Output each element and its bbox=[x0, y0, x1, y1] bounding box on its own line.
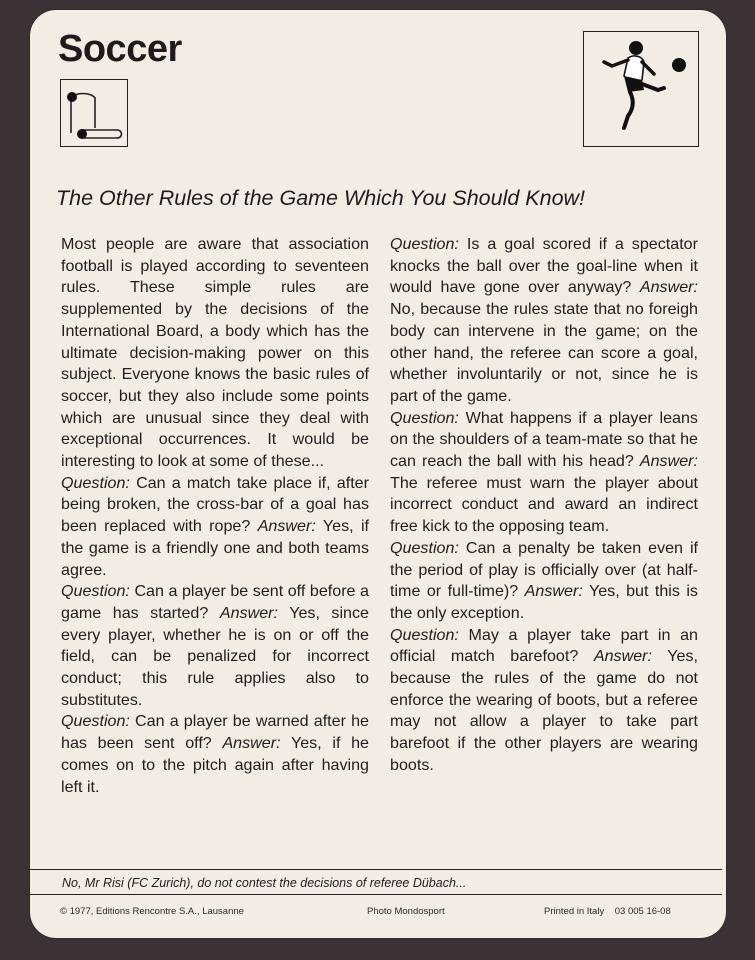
caption-divider-top bbox=[30, 869, 722, 870]
qa-paragraph bbox=[61, 711, 369, 798]
answer-label: Answer: bbox=[257, 517, 316, 536]
card-subtitle: The Other Rules of the Game Which You Should Know! bbox=[56, 186, 586, 210]
photo-caption: No, Mr Risi (FC Zurich), do not contest the decisions of referee Dübach... bbox=[62, 876, 467, 890]
question-label: Question: bbox=[390, 625, 459, 644]
rules-scroll-icon bbox=[60, 79, 128, 147]
question-label: Question: bbox=[390, 235, 459, 253]
card-title: Soccer bbox=[58, 28, 182, 70]
answer-text: Yes, since every player, whether he is on or off the field, can be penalized for incorrect conduct; this rule applies also to substitutes. bbox=[61, 603, 369, 709]
answer-text: Yes, because the rules of the game do not enforce the wearing of boots, but a referee may not allow a player to take part barefoot if the other players are wearing boots. bbox=[390, 647, 698, 774]
intro-paragraph: Most people are aware that association football is played according to seventeen rules. These simple rules are supplemented by the decisions of the International Board, a body which has the ultimate decision-making power on this subject. Everyone knows the basic rules of soccer, but they also include some points which are unusual since they deal with exceptional occurrences. It would be interesting to look at some of these... bbox=[61, 235, 369, 471]
copyright-text: © 1977, Editions Rencontre S.A., Lausanne bbox=[60, 906, 244, 917]
answer-label: Answer: bbox=[524, 582, 583, 601]
rules-scroll-graphic bbox=[61, 80, 127, 146]
question-text: Can a penalty be taken even if the period of play is officially over (at half-time or full-time)? bbox=[390, 538, 698, 601]
answer-label: Answer: bbox=[639, 452, 698, 471]
qa-paragraph bbox=[61, 473, 369, 582]
answer-label: Answer: bbox=[593, 647, 652, 666]
question-label: Question: bbox=[61, 712, 130, 731]
left-text-column bbox=[61, 234, 369, 798]
answer-text: Yes, if the game is a friendly one and both teams agree. bbox=[61, 517, 370, 579]
question-label: Question: bbox=[390, 408, 459, 427]
answer-text: The referee must warn the player about incorrect conduct and award an indirect free kick to the opposing team. bbox=[390, 473, 698, 536]
question-text: May a player take part in an official match barefoot? bbox=[390, 625, 698, 666]
card bbox=[30, 10, 726, 938]
qa-paragraph bbox=[390, 408, 698, 538]
right-text-column bbox=[390, 234, 698, 777]
question-text: Can a player be warned after he has been sent off? bbox=[61, 712, 369, 753]
answer-label: Answer: bbox=[639, 278, 698, 297]
photo-credit: Photo Mondosport bbox=[367, 906, 445, 917]
question-text: Can a player be sent off before a game has started? bbox=[61, 582, 369, 622]
question-label: Question: bbox=[61, 473, 130, 492]
answer-text: Yes, but this is the only exception. bbox=[390, 582, 698, 622]
answer-label: Answer: bbox=[219, 603, 278, 622]
answer-label: Answer: bbox=[222, 734, 281, 753]
soccer-player-kicking-icon bbox=[583, 31, 699, 147]
question-label: Question: bbox=[61, 582, 130, 601]
question-text: Is a goal scored if a spectator knocks the ball over the goal-line when it would have gone over anyway? bbox=[390, 235, 698, 297]
qa-paragraph bbox=[390, 234, 698, 408]
qa-paragraph bbox=[390, 625, 698, 777]
question-label: Question: bbox=[390, 538, 459, 557]
qa-paragraph bbox=[390, 538, 698, 625]
question-text: What happens if a player leans on the shoulders of a team-mate so that he can reach the ball with his head? bbox=[390, 408, 698, 471]
caption-divider-bottom bbox=[30, 894, 722, 895]
print-info: Printed in Italy 03 005 16-08 bbox=[544, 906, 671, 917]
qa-paragraph bbox=[61, 581, 369, 711]
question-text: Can a match take place if, after being broken, the cross-bar of a goal has been replaced with rope? bbox=[61, 473, 369, 536]
soccer-player-graphic bbox=[584, 32, 698, 146]
answer-text: Yes, if he comes on to the pitch again after having left it. bbox=[61, 734, 369, 796]
answer-text: No, because the rules state that no foreigh body can intervene in the game; on the other hand, the referee can score a goal, whether involuntarily or not, since he is part of the game. bbox=[390, 300, 698, 405]
